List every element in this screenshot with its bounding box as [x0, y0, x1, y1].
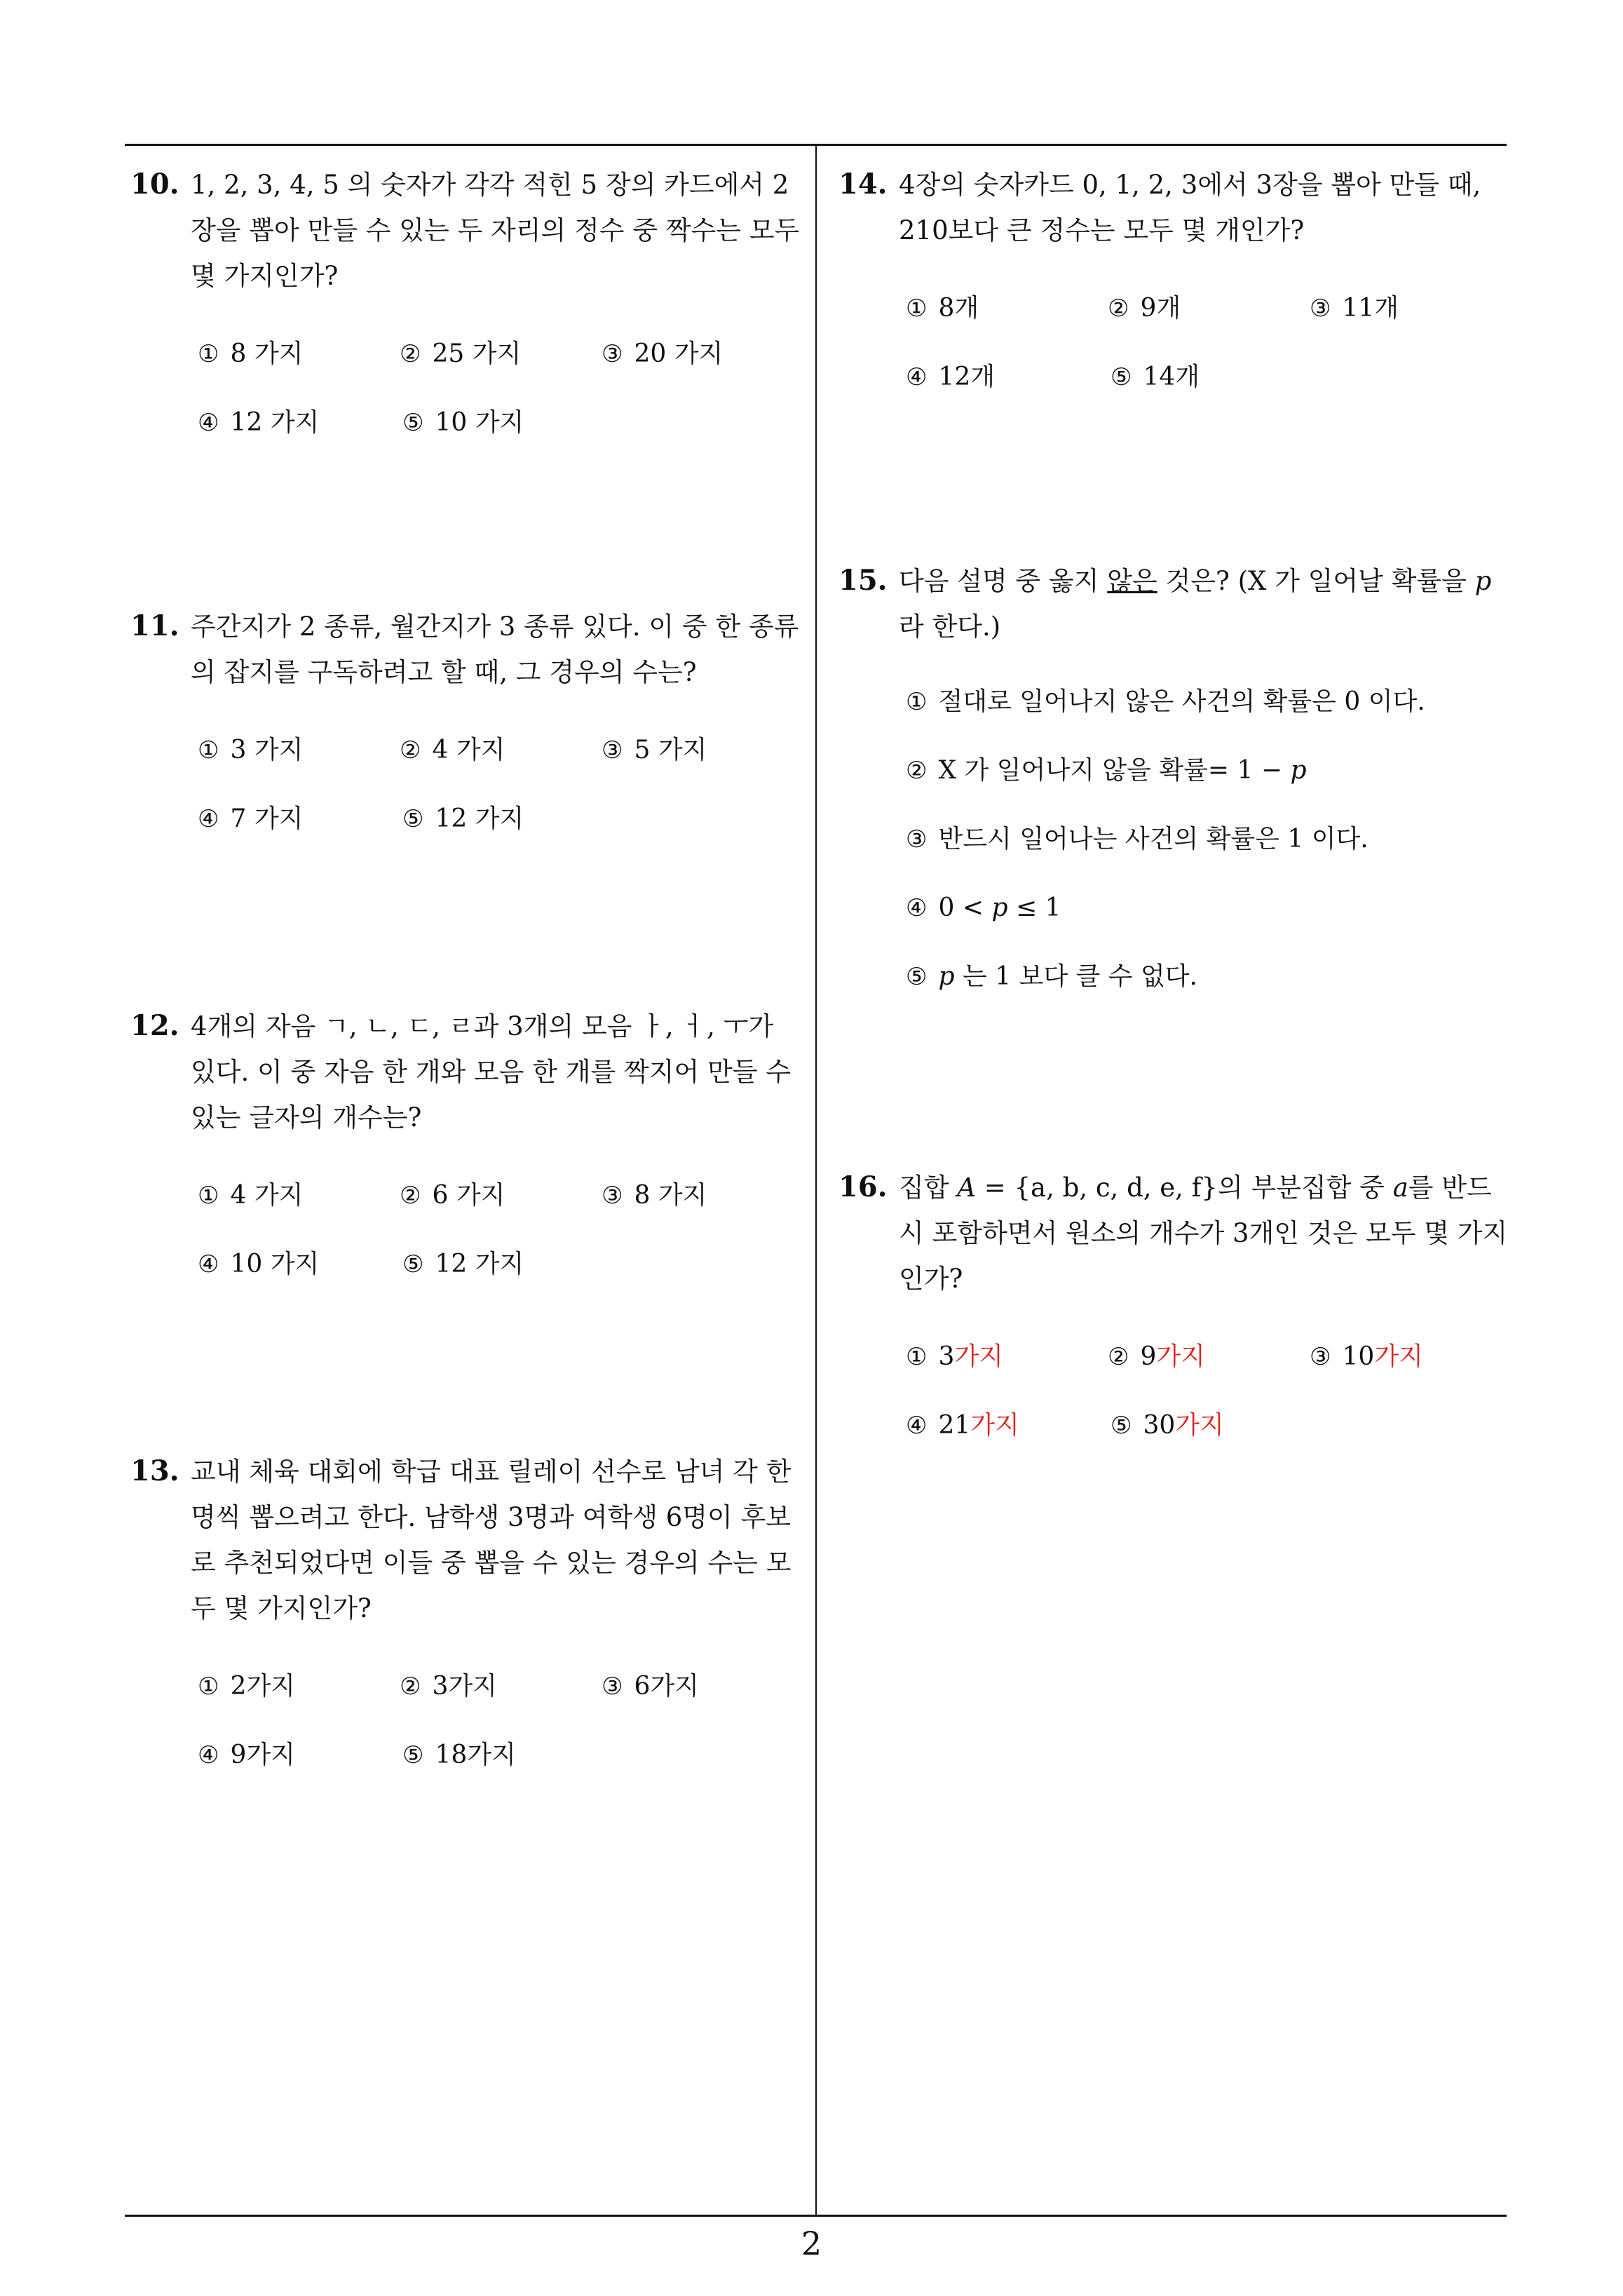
question-10 [130, 161, 803, 454]
option-4[interactable]: ④ 9가지 [198, 1740, 295, 1769]
option-4[interactable]: ④ 10 가지 [198, 1249, 320, 1278]
question-number: 14. [838, 168, 888, 201]
option-3[interactable]: ③ 반드시 일어나는 사건의 확률은 1 이다. [906, 825, 1369, 853]
question-text: 교내 체육 대회에 학급 대표 릴레이 선수로 남녀 각 한 명씩 뽑으려고 한다. 남학생 3명과 여학생 6명이 후보로 추천되었다면 이들 중 뽑을 수 있는 경우의 수는 모두 몇 가지인가? [191, 1457, 792, 1623]
option-1[interactable]: ① 4 가지 [198, 1180, 304, 1210]
set-name: A [957, 1173, 976, 1203]
set-definition: = {a, b, c, d, e, f} [975, 1173, 1218, 1203]
option-1[interactable]: ① 8개 [906, 293, 979, 323]
variable-p: p [1474, 566, 1492, 596]
column-divider [815, 144, 817, 2216]
question-text-part-a: 다음 설명 중 옳지 [899, 566, 1108, 596]
question-number: 11. [130, 609, 179, 642]
option-5[interactable]: ⑤ 18가지 [402, 1740, 516, 1769]
option-1[interactable]: ① 절대로 일어나지 않은 사건의 확률은 0 이다. [906, 687, 1425, 716]
question-text: 주간지가 2 종류, 월간지가 3 종류 있다. 이 중 한 종류의 잡지를 구독하려고 할 때, 그 경우의 수는? [191, 612, 799, 687]
option-2[interactable]: ② 9개 [1108, 293, 1181, 323]
option-3[interactable]: ③ 6가지 [602, 1671, 699, 1701]
option-2[interactable]: ② X 가 일어나지 않을 확률= 1 − p [906, 756, 1307, 785]
option-1[interactable]: ① 8 가지 [198, 339, 304, 368]
options [130, 713, 803, 851]
question-number: 13. [130, 1454, 179, 1487]
option-5[interactable]: ⑤ p 는 1 보다 클 수 없다. [906, 962, 1197, 991]
variable-a: a [1392, 1173, 1408, 1203]
options [838, 1320, 1512, 1457]
option-5[interactable]: ⑤ 10 가지 [402, 407, 524, 437]
option-5[interactable]: ⑤ 12 가지 [402, 804, 524, 833]
option-3[interactable]: ③ 5 가지 [602, 735, 707, 764]
question-14 [838, 161, 1512, 409]
option-2[interactable]: ② 6 가지 [400, 1180, 505, 1210]
bottom-rule [125, 2215, 1507, 2217]
option-4[interactable]: ④ 12개 [906, 362, 996, 391]
option-2[interactable]: ② 4 가지 [400, 735, 505, 764]
options [130, 317, 803, 454]
question-text: 4개의 자음 ㄱ, ㄴ, ㄷ, ㄹ과 3개의 모음 ㅏ, ㅓ, ㅜ가 있다. 이 중 자음 한 개와 모음 한 개를 짝지어 만들 수 있는 글자의 개수는? [191, 1011, 791, 1133]
underlined-word: 않은 [1107, 566, 1157, 596]
option-3[interactable]: ③ 8 가지 [602, 1180, 707, 1210]
option-4[interactable]: ④ 0 < p ≤ 1 [906, 893, 1061, 922]
option-1[interactable]: ① 2가지 [198, 1671, 295, 1701]
question-13 [130, 1448, 803, 1787]
question-number: 12. [130, 1009, 179, 1042]
options [130, 1649, 803, 1787]
option-5[interactable]: ⑤ 30가지 [1111, 1410, 1224, 1440]
question-text: 4장의 숫자카드 0, 1, 2, 3에서 3장을 뽑아 만들 때, 210보다 큰 정수는 모두 몇 개인가? [899, 170, 1481, 245]
question-text-part-c: 라 한다.) [899, 612, 1001, 642]
option-1[interactable]: ① 3 가지 [198, 735, 304, 764]
option-2[interactable]: ② 9가지 [1108, 1342, 1205, 1371]
question-11 [130, 603, 803, 851]
option-4[interactable]: ④ 12 가지 [198, 407, 320, 437]
options [838, 271, 1512, 409]
option-2[interactable]: ② 3가지 [400, 1671, 497, 1701]
option-2[interactable]: ② 25 가지 [400, 339, 522, 368]
option-3[interactable]: ③ 10가지 [1310, 1342, 1423, 1371]
option-3[interactable]: ③ 20 가지 [602, 339, 724, 368]
option-5[interactable]: ⑤ 14개 [1111, 362, 1200, 391]
question-12 [130, 1003, 803, 1296]
question-text: 1, 2, 3, 4, 5 의 숫자가 각각 적힌 5 장의 카드에서 2 장을 뽑아 만들 수 있는 두 자리의 정수 중 짝수는 모두 몇 가지인가? [191, 170, 800, 291]
question-15 [838, 558, 1512, 1011]
question-number: 16. [838, 1170, 888, 1203]
question-16: 16. 집합 A = {a, b, c, d, e, f}의 부분집합 중 a를 반드시 포함하면서 원소의 개수가 3개인 것은 모두 몇 가지인가? ① 3가지 ② 9가지 ③ 10가지 ④ 21가지 ⑤ 30가지 [838, 1164, 1512, 1457]
option-3[interactable]: ③ 11개 [1310, 293, 1399, 323]
question-number: 15. [838, 564, 888, 597]
option-4[interactable]: ④ 7 가지 [198, 804, 304, 833]
options [838, 668, 1512, 1011]
option-4[interactable]: ④ 21가지 [906, 1410, 1019, 1440]
option-5[interactable]: ⑤ 12 가지 [402, 1249, 524, 1278]
question-text-part-b: 것은? (X 가 일어날 확률을 [1157, 566, 1475, 596]
option-1[interactable]: ① 3가지 [906, 1342, 1003, 1371]
options [130, 1159, 803, 1296]
question-number: 10. [130, 168, 179, 201]
page-number: 2 [801, 2224, 822, 2262]
